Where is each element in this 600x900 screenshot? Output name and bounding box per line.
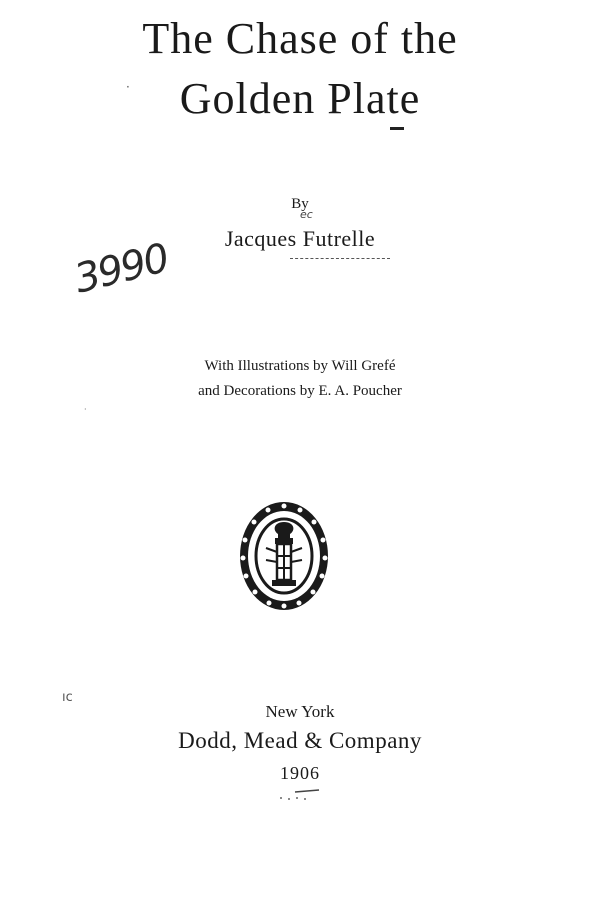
- publisher-city: New York: [265, 702, 335, 721]
- by-line: By: [291, 196, 309, 212]
- illustrations-credit: With Illustrations by Will Grefé: [204, 358, 396, 374]
- publisher-name: Dodd, Mead & Company: [178, 728, 422, 753]
- smudge-mark: [275, 788, 325, 804]
- title-dash-mark: [390, 127, 404, 130]
- title-line-1: The Chase of the: [142, 14, 458, 63]
- margin-mark: ıc: [62, 690, 73, 705]
- pencil-mark: ec: [300, 208, 313, 221]
- speck: ·: [84, 405, 87, 414]
- author-underline: [290, 258, 390, 259]
- author-name: Jacques Futrelle: [224, 226, 376, 251]
- title-line-2: Golden Plate: [179, 74, 421, 123]
- publisher-wreath-emblem-icon: [238, 500, 330, 612]
- decorations-credit: and Decorations by E. A. Poucher: [198, 383, 402, 399]
- handwritten-number: 3990: [70, 235, 173, 303]
- speck: ·: [126, 80, 130, 94]
- publication-year: 1906: [280, 763, 320, 783]
